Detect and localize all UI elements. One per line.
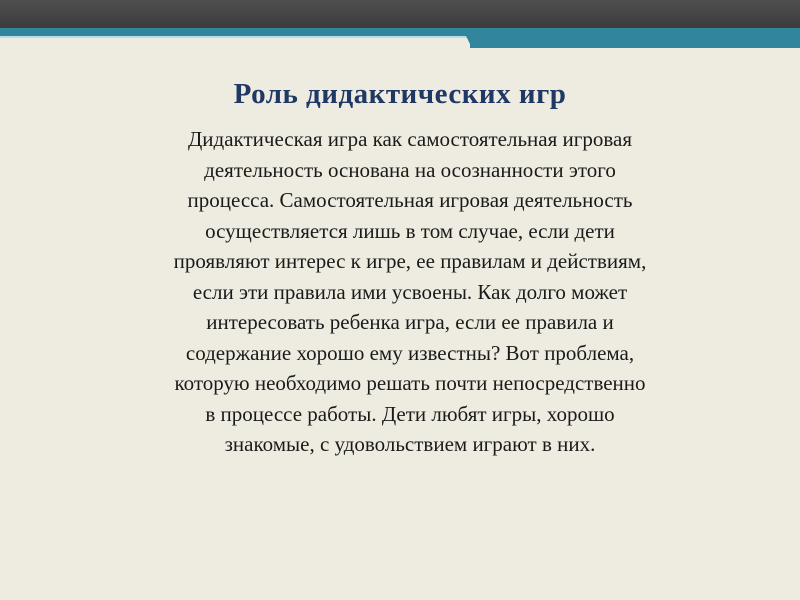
body-line: проявляют интерес к игре, ее правилам и действиям, (173, 249, 647, 273)
page-title: Роль дидактических игр (233, 78, 567, 110)
body-line: деятельность основана на осознанности этого (204, 157, 616, 182)
body-line: осуществляется лишь в том случае, если дети (205, 218, 615, 243)
body-line: содержание хорошо ему известны? Вот проблема, (185, 340, 635, 365)
body-line: процесса. Самостоятельная игровая деятельность (187, 188, 633, 212)
body-line: знакомые, с удовольствием играют в них. (224, 432, 596, 456)
body-line: если эти правила ими усвоены. Как долго может (192, 279, 628, 304)
body-line: интересовать ребенка игра, если ее правила и (206, 310, 614, 334)
body-line: Дидактическая игра как самостоятельная игровая (187, 127, 632, 151)
body-paragraph (70, 124, 750, 460)
body-line: в процессе работы. Дети любят игры, хорошо (205, 401, 615, 426)
header-band (0, 0, 800, 28)
accent-stripe (0, 28, 800, 36)
body-line: которую необходимо решать почти непосредственно (174, 371, 646, 395)
accent-block (470, 36, 800, 48)
